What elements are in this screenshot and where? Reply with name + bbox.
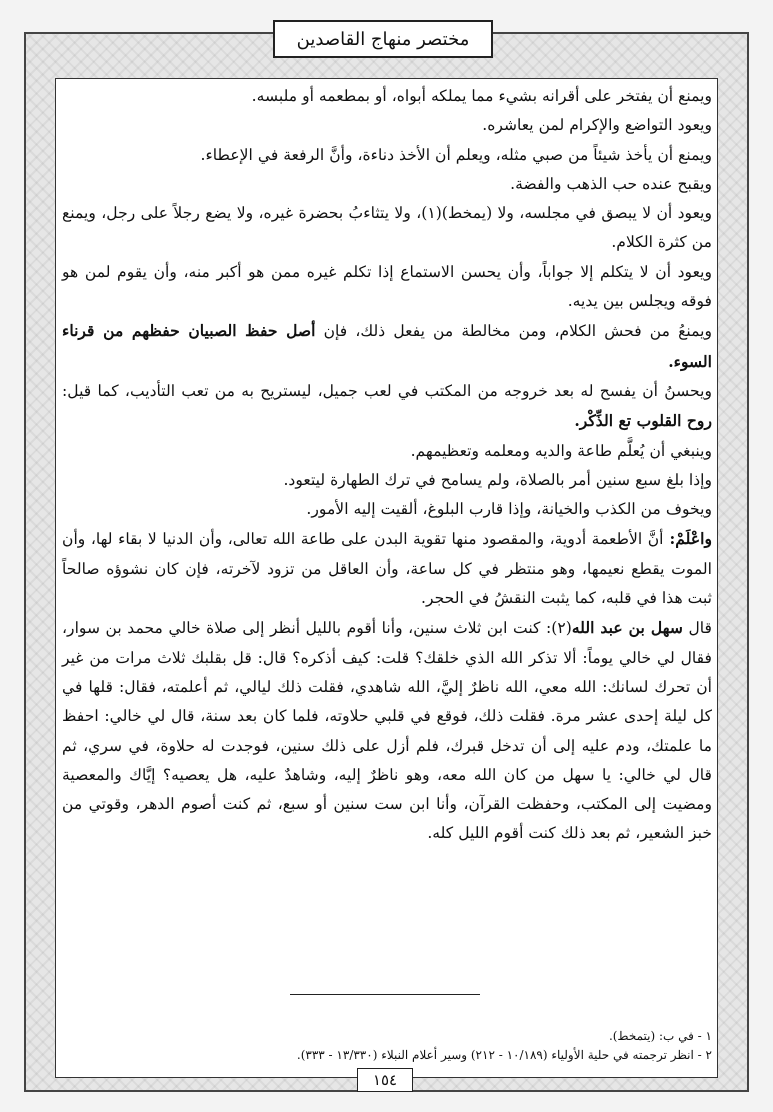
footnote: ١ - في ب: (يتمخط).	[608, 1029, 712, 1043]
paragraph-text: ويعود أن لا يتكلم إلا جواباً، وأن يحسن الاستماع إذا تكلم غيره ممن هو أكبر منه، وأن يقوم لمن هو فوقه ويجلس بين يديه.	[62, 262, 712, 311]
paragraph-text: وإذا بلغ سبع سنين أمر بالصلاة، ولم يسامح في ترك الطهارة ليتعود.	[283, 470, 712, 489]
footnote: ٢ - انظر ترجمته في حلية الأولياء (١٠/١٨٩ - ٢١٢) وسير أعلام النبلاء (١٣/٣٣٠ - ٣٣٣).	[296, 1048, 712, 1062]
paragraph-text: أنَّ الأطعمة أدوية، والمقصود منها تقوية البدن على طاعة الله تعالى، وأن الدنيا لا بقاء لها، وأن الموت يقطع نعيمها، وهو منتظر في كل ساعة، وأن العاقل من تزود لآخرته، فإن كان نشوؤه صالحاً ثبت هذا في قلبه، كما يثبت النقشُ في الحجر.	[62, 530, 712, 608]
footnotes	[62, 1027, 712, 1065]
bold-phrase: أصل حفظ الصبيان حفظهم من قرناء السوء.	[62, 321, 712, 371]
footnote-separator	[290, 994, 480, 995]
paragraph-text: ويحسنُ أن يفسح له بعد خروجه من المكتب في لعب جميل، ليستريح به من تعب التأديب، كما قيل:	[62, 381, 712, 400]
bold-name: سهل بن عبد الله	[571, 618, 683, 638]
paragraph	[62, 466, 712, 495]
bold-lead: واعْلَمْ:	[663, 529, 712, 549]
paragraph-text: (٢): كنت ابن ثلاث سنين، وأنا أقوم بالليل أنظر إلى صلاة خالي محمد بن سوار، فقال لي خالي يوماً: ألا تذكر الله الذي خلقك؟ قلت: كيف أذكره؟ قال: قل بقلبك ثلاث مرات من غير أن تحرك لسانك: الله معي، الله ناظرٌ إليَّ، الله شاهدي، فقلت ذلك ليالي، ثم أعلمته، فقال: قلها في كل ليلة إحدى عشر مرة. فقلت ذلك، فوقع في قلبي حلاوته، فلما كان بعد سنة، قال لي خالي: احفظ ما علمتك، ودم عليه إلى أن تدخل قبرك، فلم أزل على ذلك سنين، فوجدت له حلاوة، في سري، ثم قال لي خالي: يا سهل من كان الله معه، وهو ناظرٌ إليه، وشاهدٌ عليه، هل يعصيه؟ إيَّاك والمعصية ومضيت إلى المكتب، وحفظت القرآن، وأنا ابن ست سنين أو سبع، ثم كنت أصوم الدهر، وقوتي من خبز الشعير، ثم بعد ذلك كنت أقوم الليل كله.	[62, 619, 712, 843]
paragraph-text: ويخوف من الكذب والخيانة، وإذا قارب البلوغ، ألقيت إليه الأمور.	[306, 500, 712, 519]
main-text	[62, 82, 712, 849]
paragraph	[62, 170, 712, 199]
paragraph-text: ويمنعُ من فحش الكلام، ومن مخالطة من يفعل ذلك، فإن	[315, 322, 712, 341]
paragraph	[62, 495, 712, 524]
bold-phrase: روح القلوب تع الذِّكْر.	[574, 411, 712, 431]
paragraph	[62, 437, 712, 466]
page-number: ١٥٤	[372, 1071, 398, 1089]
paragraph	[62, 141, 712, 170]
paragraph	[62, 82, 712, 111]
paragraph-text: وينبغي أن يُعلَّم طاعة والديه ومعلمه وتعظيمهم.	[410, 441, 712, 460]
paragraph	[62, 316, 712, 377]
running-header	[273, 20, 493, 58]
paragraph-text: ويعود التواضع والإكرام لمن يعاشره.	[482, 116, 712, 135]
paragraph	[62, 111, 712, 140]
paragraph	[62, 199, 712, 258]
paragraph-text: ويعود أن لا يبصق في مجلسه، ولا (يمخط)(١)، ولا يتثاءبُ بحضرة غيره، ولا يضع رجلاً على رجل، ويمنع من كثرة الكلام.	[62, 204, 713, 252]
book-title: مختصر منهاج القاصدين	[296, 28, 470, 50]
paragraph-text: ويقبح عنده حب الذهب والفضة.	[510, 174, 712, 193]
page-number-box	[357, 1068, 413, 1092]
paragraph-text: ويمنع أن يفتخر على أقرانه بشيء مما يملكه أبواه، أو بمطعمه أو ملبسه.	[251, 87, 712, 105]
paragraph	[62, 258, 712, 317]
paragraph-text: قال	[682, 619, 712, 638]
paragraph-text: ويمنع أن يأخذ شيئاً من صبي مثله، ويعلم أن الأخذ دناءة، وأنَّ الرفعة في الإعطاء.	[200, 145, 712, 164]
paragraph	[62, 377, 712, 437]
paragraph	[62, 524, 712, 613]
paragraph	[62, 613, 712, 848]
